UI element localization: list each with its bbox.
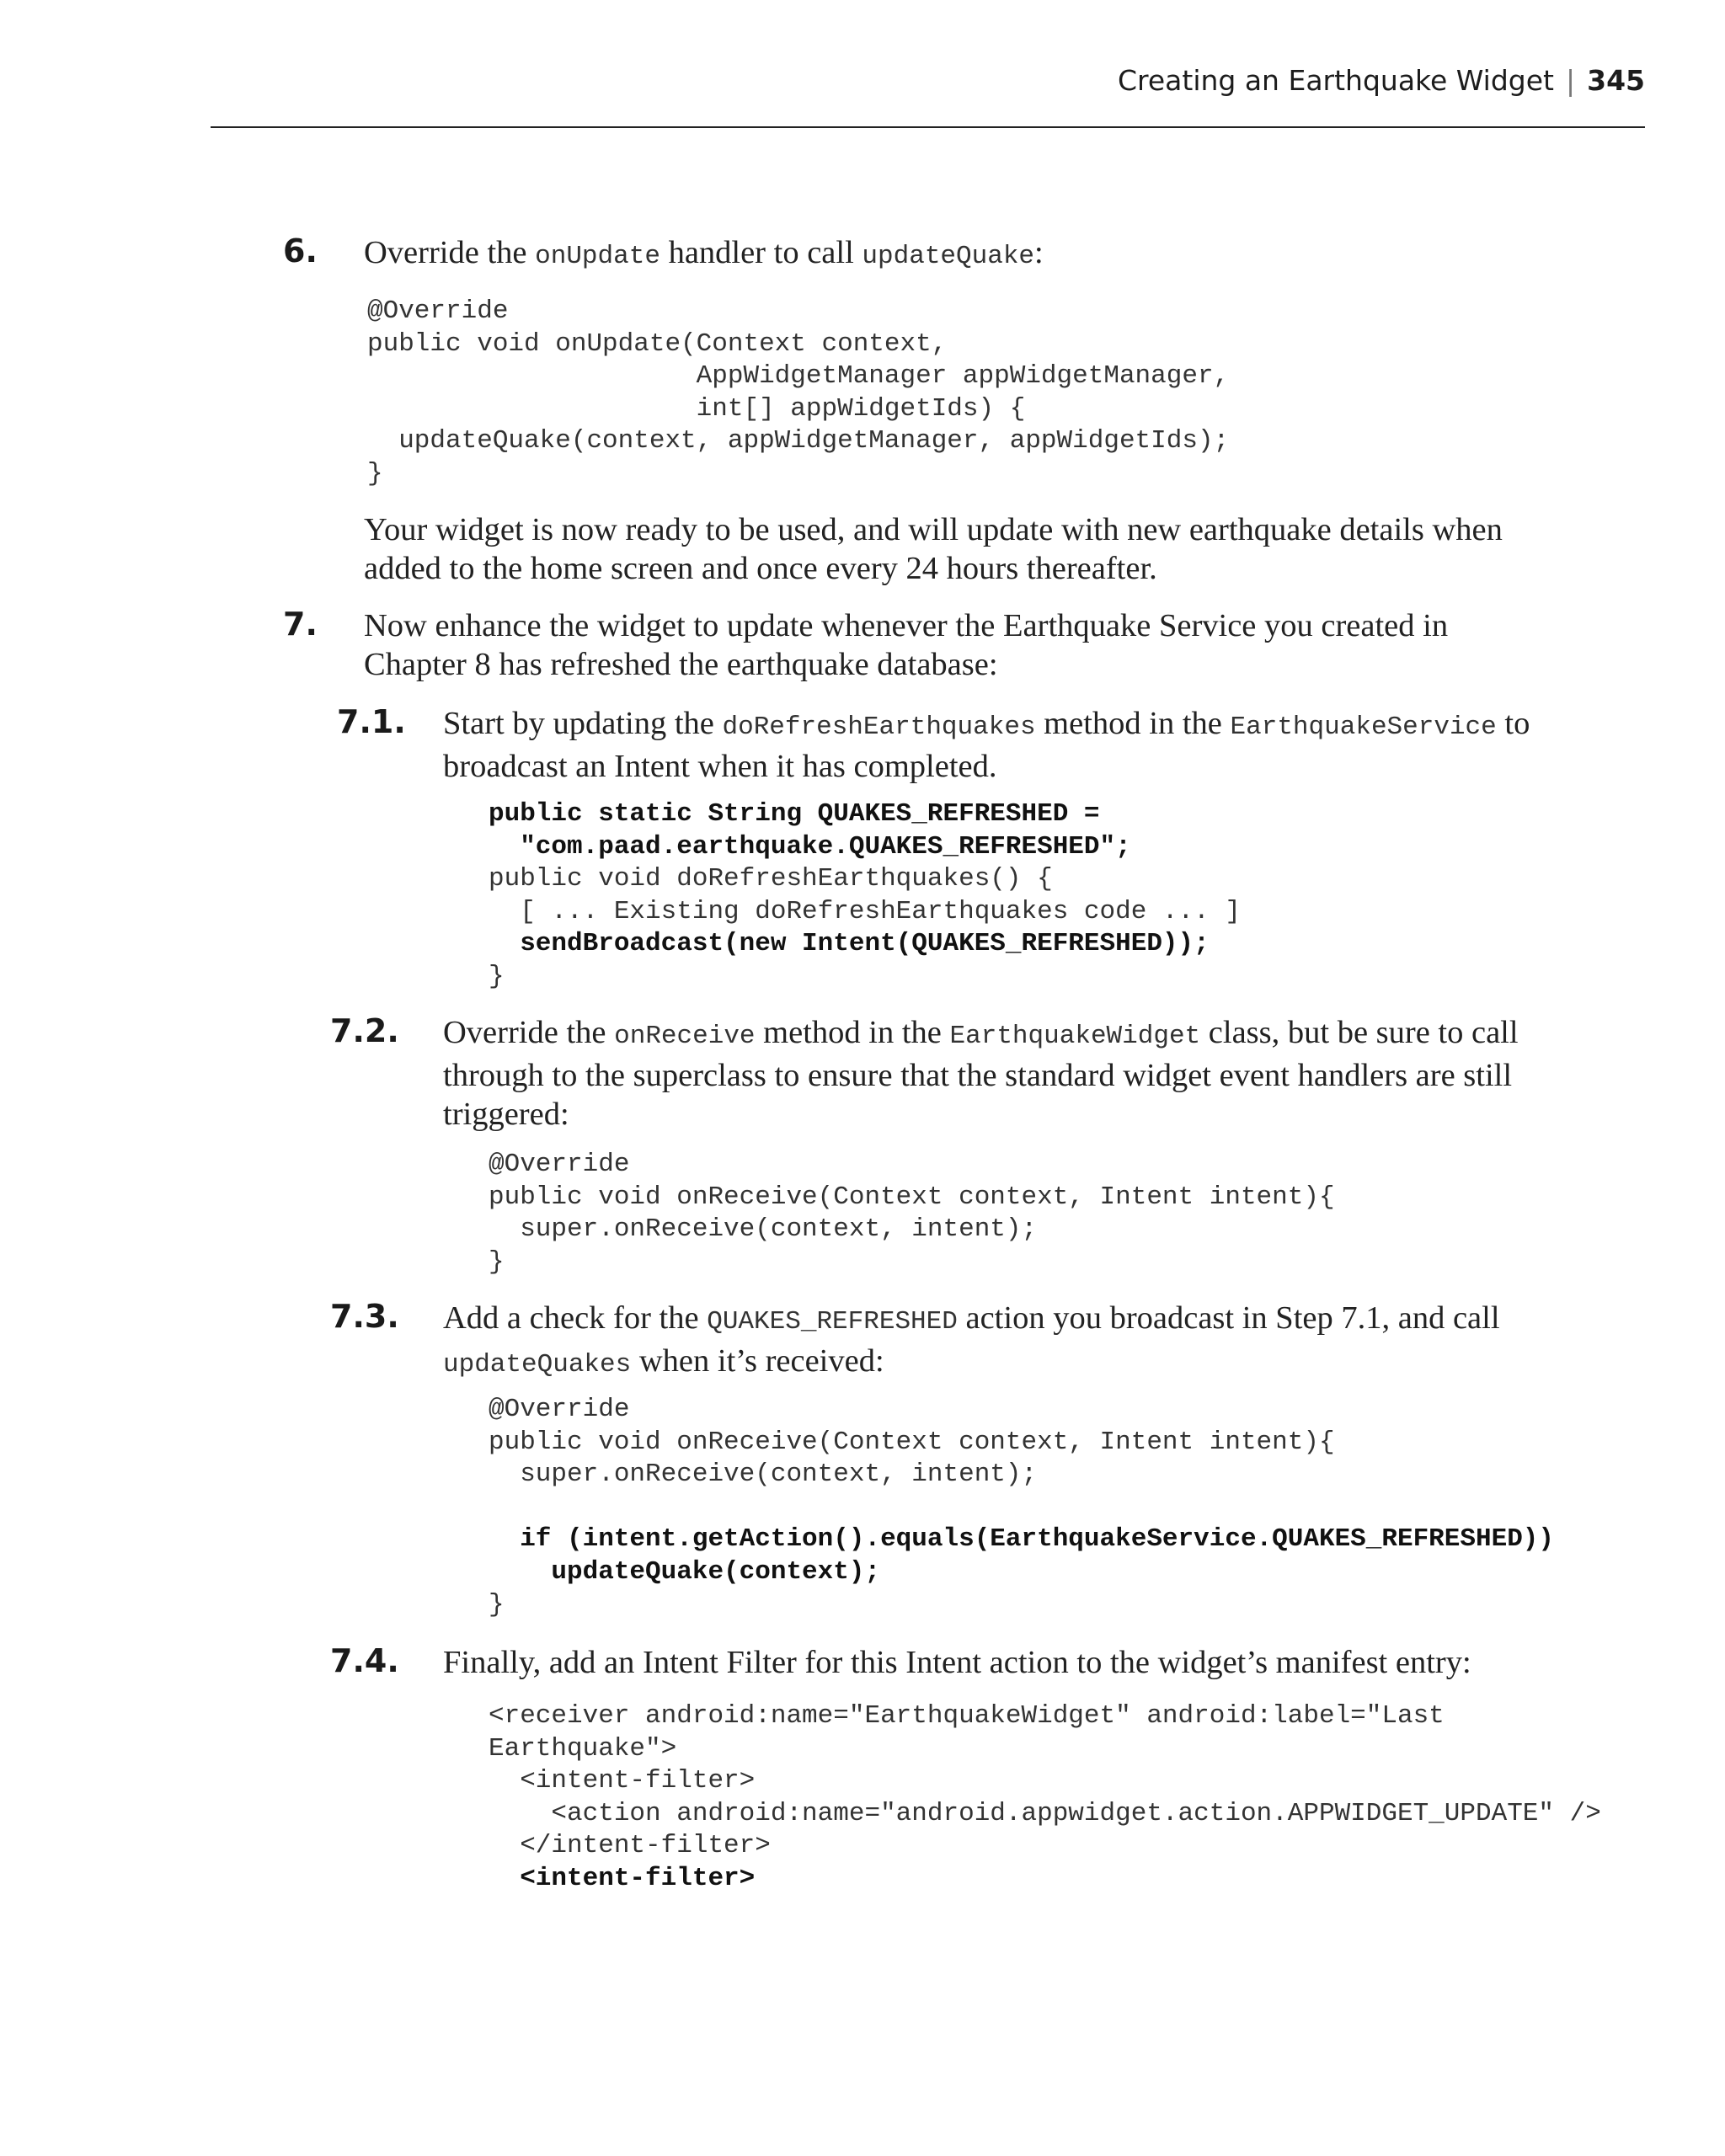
code-block: <receiver android:name="EarthquakeWidget" android:label="Last Earthquake"> <intent-filter> <action android:name="android.appwidget.action.APPWIDGET_UPDATE" /> </intent-filter> <intent-filter> [489, 1701, 1601, 1893]
code-block: @Override public void onUpdate(Context context, AppWidgetManager appWidgetManager, int[] appWidgetIds) { updateQuake(context, appWidgetManager, appWidgetIds); } [367, 296, 1230, 488]
step-number: 7.3. [330, 1298, 399, 1335]
step-number: 7.1. [337, 703, 406, 740]
step-text: Override the onUpdate handler to call updateQuake: [364, 235, 1044, 271]
inline-code: onUpdate [535, 242, 660, 271]
step-text: Override the onReceive method in the EarthquakeWidget class, but be sure to call through to the superclass to ensure that the standard widget event handlers are still triggered: [443, 1015, 1519, 1132]
inline-code: EarthquakeService [1230, 712, 1497, 742]
step-number: 7.2. [330, 1012, 399, 1049]
inline-code: updateQuakes [443, 1350, 632, 1380]
code-block: @Override public void onReceive(Context context, Intent intent){ super.onReceive(context, intent); if (intent.getAction().equals(EarthquakeService.QUAKES_REFRESHED)) updateQuake(context); } [489, 1395, 1555, 1620]
step-number: 7. [283, 606, 318, 643]
inline-code: updateQuake [862, 242, 1035, 271]
step-text: Now enhance the widget to update whenever the Earthquake Service you created in Chapter 8 has refreshed the earthquake database: [364, 608, 1449, 682]
step-note: Your widget is now ready to be used, and will update with new earthquake details when added to the home screen and once every 24 hours thereafter. [364, 512, 1503, 586]
step-text: Add a check for the QUAKES_REFRESHED action you broadcast in Step 7.1, and call updateQuakes when it’s received: [443, 1300, 1500, 1380]
page-number: 345 [1587, 64, 1645, 97]
code-block: public static String QUAKES_REFRESHED = "com.paad.earthquake.QUAKES_REFRESHED"; public void doRefreshEarthquakes() { [ ... Existing doRefreshEarthquakes code ... ] sendBroadcast(new Intent(QUAKES_REFRESHED)); } [489, 799, 1241, 991]
running-head [1118, 64, 1645, 97]
inline-code: EarthquakeWidget [949, 1022, 1201, 1051]
step-text: Start by updating the doRefreshEarthquakes method in the EarthquakeService to broadcast an Intent when it has completed. [443, 706, 1530, 784]
code-block: @Override public void onReceive(Context context, Intent intent){ super.onReceive(context, intent); } [489, 1150, 1335, 1277]
step-number: 7.4. [330, 1642, 399, 1679]
inline-code: QUAKES_REFRESHED [707, 1307, 958, 1337]
header-rule [211, 126, 1645, 128]
step-number: 6. [283, 232, 318, 270]
header-separator: | [1565, 64, 1576, 97]
inline-code: doRefreshEarthquakes [722, 712, 1036, 742]
chapter-section-title: Creating an Earthquake Widget [1117, 64, 1554, 97]
step-text: Finally, add an Intent Filter for this Intent action to the widget’s manifest entry: [443, 1645, 1471, 1680]
inline-code: onReceive [614, 1022, 756, 1051]
